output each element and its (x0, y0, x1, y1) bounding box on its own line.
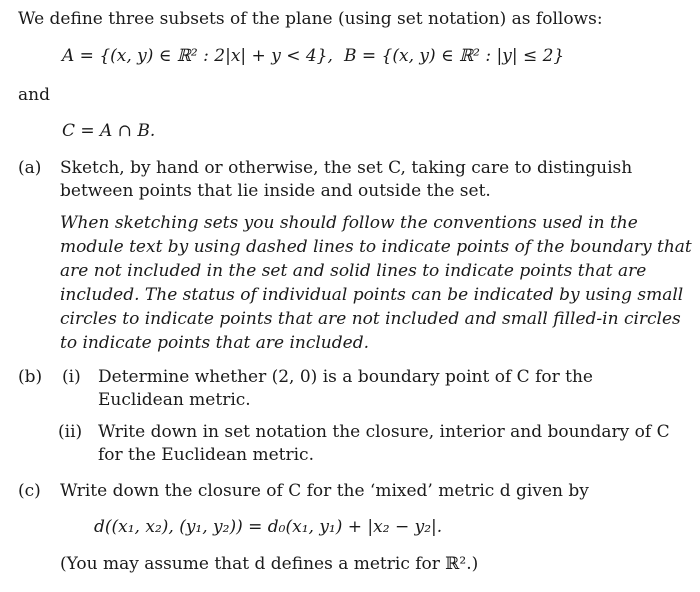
part-b-i-line-1: Determine whether (2, 0) is a boundary point of C for the (98, 367, 593, 387)
part-c-note: (You may assume that d defines a metric for ℝ².) (60, 554, 479, 574)
part-a-line-2: between points that lie inside and outside the set. (60, 181, 491, 201)
part-a-label: (a) (18, 158, 42, 178)
part-a-note-line-5: circles to indicate points that are not included and small filled-in circles (60, 309, 681, 329)
part-b-label: (b) (18, 367, 43, 387)
and-text: and (18, 85, 50, 105)
part-b-i-line-2: Euclidean metric. (98, 390, 251, 410)
definition-c: C = A ∩ B. (62, 121, 156, 141)
definition-b: B = {(x, y) ∈ ℝ² : |y| ≤ 2} (344, 46, 565, 66)
part-a-note-line-6: to indicate points that are included. (60, 333, 369, 353)
part-b-ii-line-2: for the Euclidean metric. (98, 445, 314, 465)
part-c-formula: d((x₁, x₂), (y₁, y₂)) = d₀(x₁, y₁) + |x₂ − y₂|. (94, 517, 443, 537)
part-a-note-line-4: included. The status of individual points can be indicated by using small (60, 285, 684, 305)
part-a-note-line-3: are not included in the set and solid lines to indicate points that are (60, 261, 647, 281)
intro-text: We define three subsets of the plane (using set notation) as follows: (18, 9, 603, 29)
part-c-line-1: Write down the closure of C for the ‘mixed’ metric d given by (60, 481, 589, 501)
part-b-ii-line-1: Write down in set notation the closure, interior and boundary of C (98, 422, 670, 442)
part-c-label: (c) (18, 481, 41, 501)
definition-a: A = {(x, y) ∈ ℝ² : 2|x| + y < 4}, (62, 46, 333, 66)
part-b-ii-label: (ii) (58, 422, 83, 442)
part-a-note-line-1: When sketching sets you should follow the conventions used in the (60, 213, 638, 233)
part-a-note-line-2: module text by using dashed lines to indicate points of the boundary that (60, 237, 692, 257)
part-a-line-1: Sketch, by hand or otherwise, the set C, taking care to distinguish (60, 158, 633, 178)
part-b-i-label: (i) (62, 367, 81, 387)
